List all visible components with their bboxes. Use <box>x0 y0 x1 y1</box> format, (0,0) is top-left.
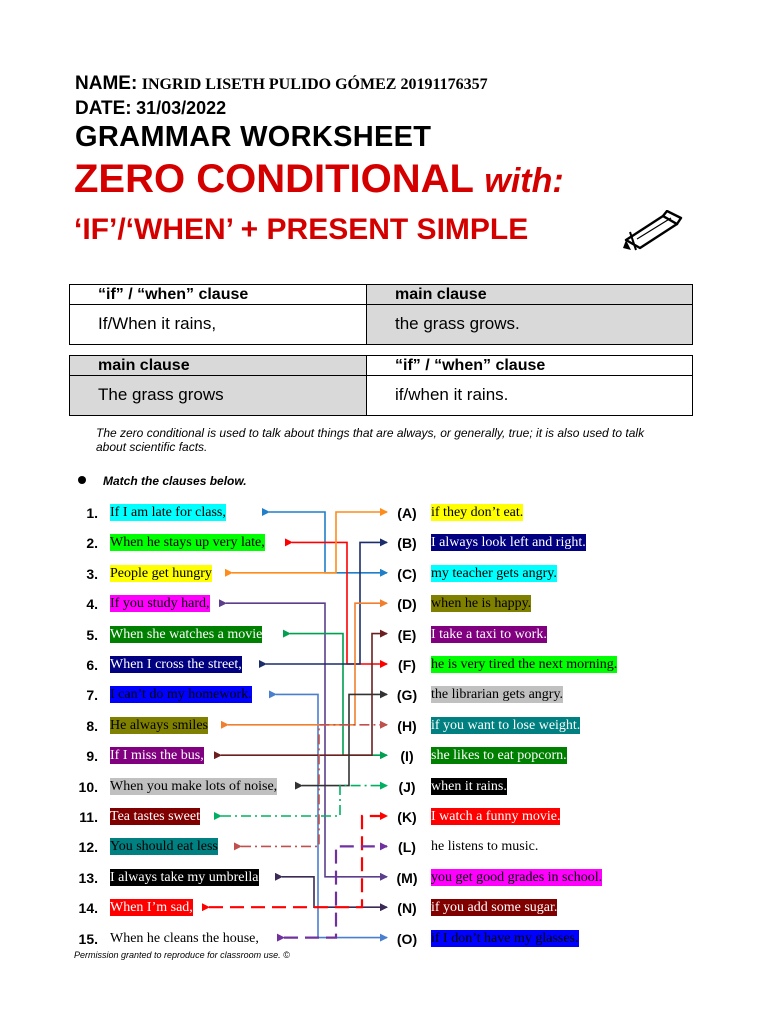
right-clause: my teacher gets angry. <box>431 565 557 581</box>
item-number: 6. <box>86 657 98 673</box>
left-clause: When you make lots of noise, <box>110 778 278 794</box>
item-letter: (H) <box>397 717 417 734</box>
right-clause: the librarian gets angry. <box>431 687 564 703</box>
right-clause: when he is happy. <box>431 596 532 612</box>
date-label: DATE: <box>75 98 132 119</box>
right-clause: if you add some sugar. <box>431 900 558 916</box>
item-number: 10. <box>78 778 98 795</box>
item-letter: (F) <box>398 657 416 673</box>
permission-footer: Permission granted to reproduce for classroom use. © <box>74 950 290 960</box>
name-label: NAME: <box>75 73 138 94</box>
item-number: 9. <box>86 748 98 765</box>
left-clause: When he stays up very late, <box>110 535 265 551</box>
item-letter: (I) <box>400 748 414 765</box>
table1-col1-value: If/When it rains, <box>70 305 367 344</box>
left-clause: I can’t do my homework. <box>110 687 252 703</box>
heading-main: ZERO CONDITIONAL <box>74 157 485 201</box>
item-letter: (B) <box>397 535 417 552</box>
item-letter: (L) <box>398 839 416 856</box>
table2-col2-header: “if” / “when” clause <box>367 356 692 376</box>
right-clause: I always look left and right. <box>431 535 586 551</box>
instruction: Match the clauses below. <box>103 474 247 488</box>
right-clause: if I don’t have my glasses. <box>431 930 579 946</box>
item-number: 8. <box>86 717 98 734</box>
item-number: 3. <box>86 565 98 582</box>
item-letter: (E) <box>397 626 417 643</box>
match-line-10-G <box>302 694 387 785</box>
right-clause: I take a taxi to work. <box>431 626 547 642</box>
item-letter: (A) <box>397 505 417 521</box>
table1-col2-value: the grass grows. <box>367 305 692 344</box>
item-number: 7. <box>86 687 98 704</box>
item-number: 2. <box>86 535 98 552</box>
right-clause: I watch a funny movie. <box>431 809 561 824</box>
right-clause: if they don’t eat. <box>431 505 524 520</box>
item-letter: (N) <box>397 900 417 917</box>
match-line-13-N <box>282 877 387 907</box>
item-number: 12. <box>78 839 98 856</box>
left-clause: You should eat less <box>110 839 218 855</box>
name-value: INGRID LISETH PULIDO GÓMEZ 20191176357 <box>141 76 488 93</box>
item-number: 14. <box>78 900 98 917</box>
left-clause: I always take my umbrella <box>110 869 259 885</box>
right-clause: she likes to eat popcorn. <box>431 748 567 764</box>
item-number: 4. <box>86 596 98 613</box>
item-number: 11. <box>79 809 98 825</box>
worksheet-title: GRAMMAR WORKSHEET <box>75 121 432 153</box>
left-clause: People get hungry <box>110 565 212 581</box>
table2-col1-value: The grass grows <box>70 376 367 415</box>
table1-col2-header: main clause <box>367 285 692 305</box>
right-clause: he listens to music. <box>431 839 539 855</box>
item-letter: (O) <box>396 930 418 947</box>
left-clause: When he cleans the house, <box>110 930 259 946</box>
table1-col1-header: “if” / “when” clause <box>70 285 367 305</box>
table2-col1-header: main clause <box>70 356 367 376</box>
match-line-15-L <box>284 846 387 937</box>
explanation-note: The zero conditional is used to talk about things that are always, or generally, true; it is also used to talk about scientific facts. <box>96 426 645 454</box>
item-number: 15. <box>78 930 98 947</box>
item-letter: (G) <box>396 687 418 704</box>
left-clause: When she watches a movie <box>110 626 263 642</box>
left-clause: When I’m sad, <box>110 900 193 916</box>
item-letter: (K) <box>397 809 417 825</box>
item-letter: (J) <box>398 778 416 795</box>
left-clause: If you study hard, <box>110 596 210 612</box>
match-line-4-M <box>226 603 387 877</box>
date-value: 31/03/2022 <box>136 98 227 118</box>
right-clause: if you want to lose weight. <box>431 717 581 733</box>
item-letter: (D) <box>397 596 417 613</box>
item-letter: (C) <box>397 565 417 582</box>
left-clause: When I cross the street, <box>110 657 242 672</box>
left-clause: Tea tastes sweet <box>110 809 200 824</box>
table2-col2-value: if/when it rains. <box>395 385 509 404</box>
right-clause: he is very tired the next morning. <box>431 657 618 672</box>
item-number: 13. <box>78 869 98 886</box>
item-number: 1. <box>86 505 98 521</box>
right-clause: you get good grades in school. <box>431 869 603 885</box>
item-letter: (M) <box>396 869 418 886</box>
match-line-14-K <box>209 816 387 907</box>
left-clause: He always smiles <box>110 717 208 733</box>
left-clause: If I miss the bus, <box>110 748 204 764</box>
right-clause: when it rains. <box>431 778 507 794</box>
subheading: ‘IF’/‘WHEN’ + PRESENT SIMPLE <box>74 213 529 246</box>
heading-with: with: <box>484 162 564 200</box>
item-number: 5. <box>86 626 98 643</box>
left-clause: If I am late for class, <box>110 505 226 520</box>
